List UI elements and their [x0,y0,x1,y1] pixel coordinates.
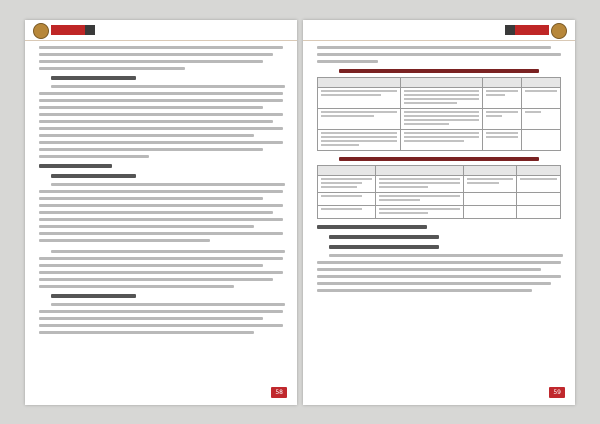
table-caption [339,157,539,161]
left-page [25,20,297,405]
section-heading [51,76,136,80]
subsection-heading [329,245,439,249]
right-page [303,20,575,405]
university-logo-icon [551,23,567,39]
right-page-footer [545,387,565,399]
section-heading [317,225,427,229]
right-page-header [303,20,575,41]
section-heading [39,164,112,168]
table-row [318,108,561,129]
header-color-tag [515,25,549,35]
table-2 [317,165,561,219]
left-page-body [39,46,283,383]
subsection-heading [329,235,439,239]
table-caption [339,69,539,73]
page-number: 59 [549,387,565,398]
page-number: 58 [271,387,287,398]
table-row [318,192,561,205]
table-row [318,205,561,218]
table-row [318,175,561,192]
left-page-footer [267,387,287,399]
subsection-heading [51,174,136,178]
table-row [318,87,561,108]
header-color-tag [51,25,85,35]
right-page-body [317,46,561,383]
university-logo-icon [33,23,49,39]
subsection-heading [51,294,136,298]
table-1 [317,77,561,151]
left-page-header [25,20,297,41]
table-row [318,129,561,150]
